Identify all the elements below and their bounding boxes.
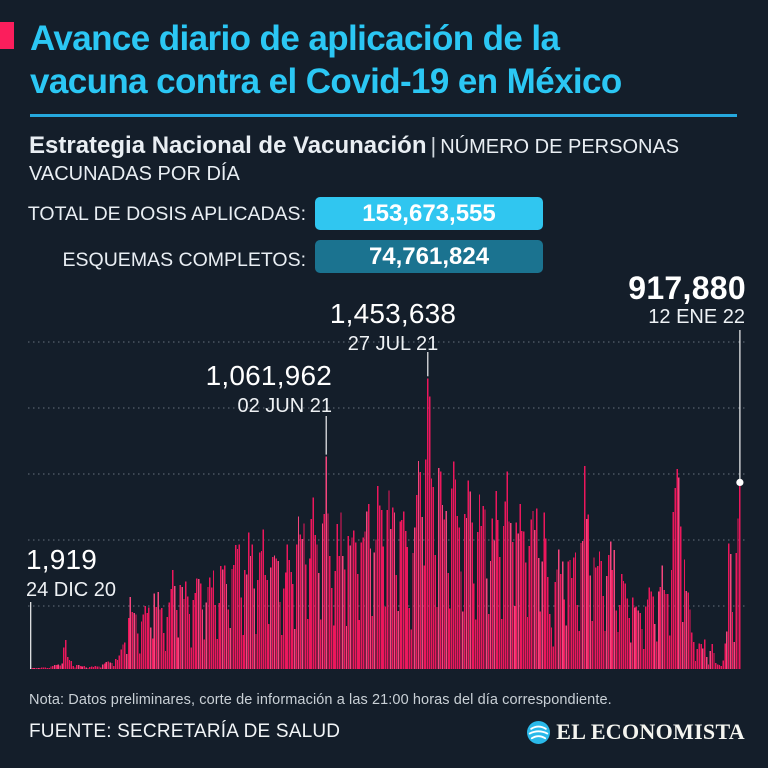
annotation-june-peak-date: 02 JUN 21 xyxy=(237,395,332,417)
annotation-june-peak-value: 1,061,962 xyxy=(205,360,332,391)
total-doses-label: TOTAL DE DOSIS APLICADAS: xyxy=(27,203,306,225)
page-title-line2: vacuna contra el Covid-19 en México xyxy=(30,62,622,101)
subtitle-separator: | xyxy=(430,133,437,158)
el-economista-logo xyxy=(527,719,745,745)
complete-schemes-label: ESQUEMAS COMPLETOS: xyxy=(62,249,306,271)
annotation-first-day-value: 1,919 xyxy=(26,544,98,575)
total-doses-badge: 153,673,555 xyxy=(315,197,543,230)
latest-date: 12 ENE 22 xyxy=(648,306,745,328)
subtitle-strategy-label: Estrategia Nacional de Vacunación xyxy=(29,132,427,159)
source-line: FUENTE: SECRETARÍA DE SALUD xyxy=(29,721,341,742)
complete-schemes-badge: 74,761,824 xyxy=(315,240,543,273)
subtitle-line2: VACUNADAS POR DÍA xyxy=(29,163,240,185)
footnote: Nota: Datos preliminares, corte de información a las 21:00 horas del día correspondiente. xyxy=(29,692,612,708)
annotation-july-peak-date: 27 JUL 21 xyxy=(347,333,439,355)
annotation-july-peak-value: 1,453,638 xyxy=(329,298,457,329)
page-title-line1: Avance diario de aplicación de la xyxy=(30,19,560,58)
el-economista-wordmark: EL ECONOMISTA xyxy=(556,719,745,744)
annotation-first-day xyxy=(26,544,116,602)
annotation-june-peak xyxy=(178,360,332,418)
latest-value: 917,880 xyxy=(628,270,746,306)
subtitle-rest: NÚMERO DE PERSONAS xyxy=(440,136,680,158)
annotation-first-day-date: 24 DIC 20 xyxy=(26,579,117,601)
annotation-july-peak xyxy=(293,298,493,356)
el-economista-globe-icon xyxy=(527,721,550,744)
